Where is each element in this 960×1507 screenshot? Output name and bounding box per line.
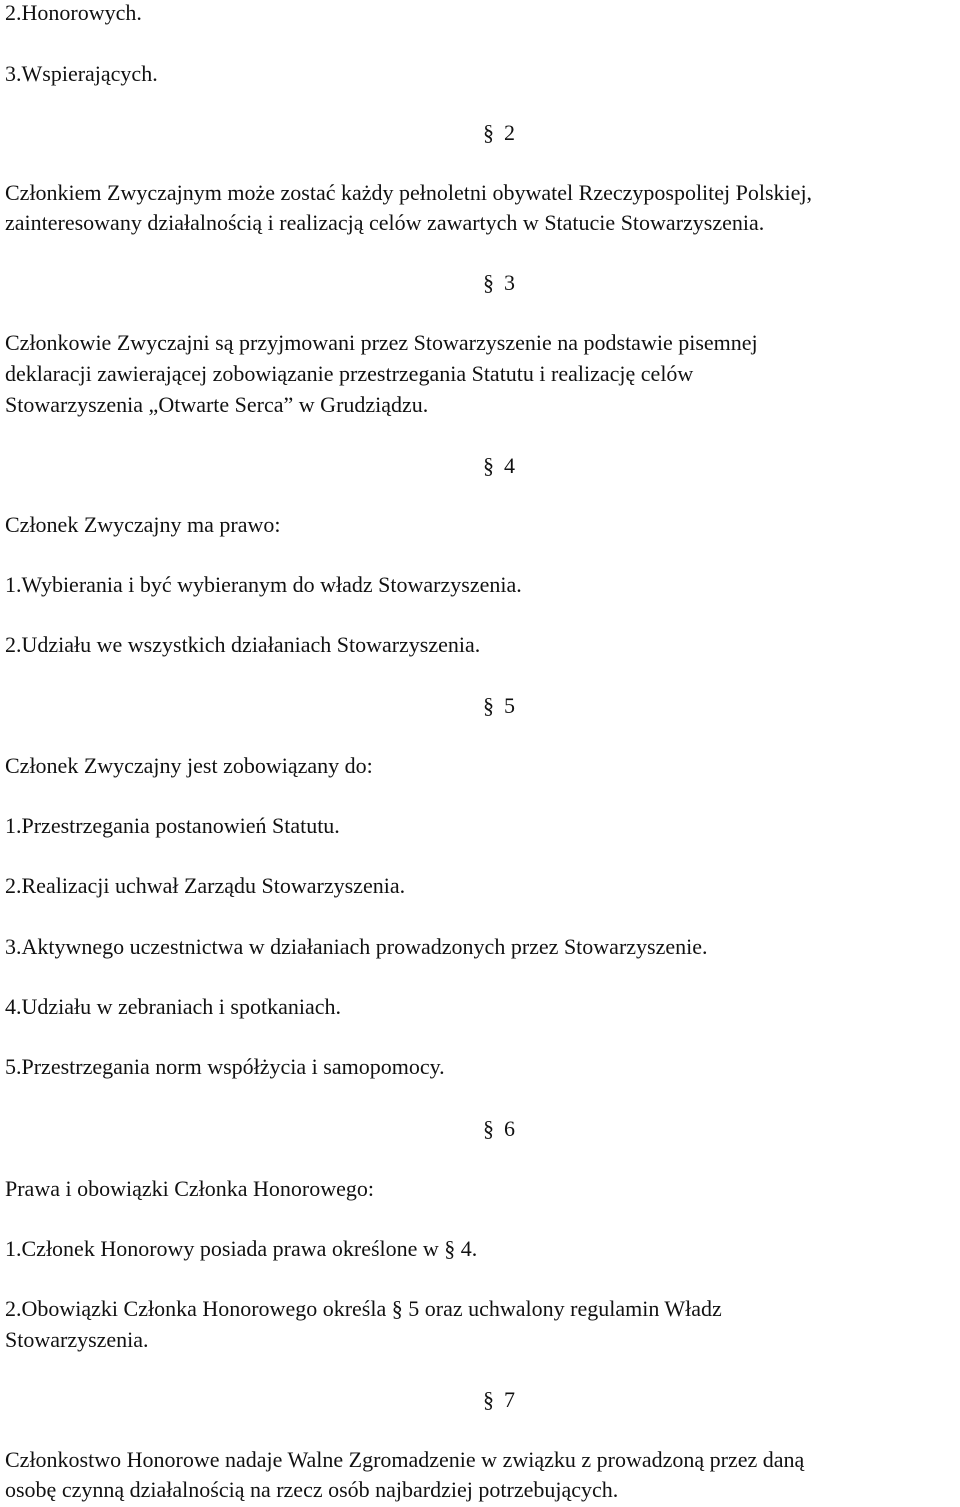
section-sign: § [483,120,494,145]
paragraph-line: Członkostwo Honorowe nadaje Walne Zgromadzenie w związku z prowadzoną przez daną [5,1447,805,1472]
paragraph-line: zainteresowany działalnością i realizacją celów zawartych w Statucie Stowarzyszenia. [5,210,765,235]
section-heading-7 [483,1384,515,1415]
section-heading-2 [483,117,515,148]
section-number: 4 [504,453,515,478]
section-heading-5 [483,690,515,721]
section-sign: § [483,270,494,295]
section-intro: Członek Zwyczajny ma prawo: [5,512,281,537]
list-item-continuation: Stowarzyszenia. [5,1327,149,1352]
list-item: 2.Udziału we wszystkich działaniach Stowarzyszenia. [5,632,481,657]
list-item: 4.Udziału w zebraniach i spotkaniach. [5,994,341,1019]
section-number: 2 [504,120,515,145]
section-intro: Członek Zwyczajny jest zobowiązany do: [5,753,373,778]
section-number: 6 [504,1116,515,1141]
section-sign: § [483,1116,494,1141]
section-intro: Prawa i obowiązki Członka Honorowego: [5,1176,375,1201]
section-number: 5 [504,693,515,718]
paragraph-line: Stowarzyszenia „Otwarte Serca” w Grudziądzu. [5,392,429,417]
section-heading-4 [483,450,515,481]
paragraph-line: Członkiem Zwyczajnym może zostać każdy pełnoletni obywatel Rzeczypospolitej Polskiej, [5,180,813,205]
paragraph-line: deklaracji zawierającej zobowiązanie przestrzegania Statutu i realizację celów [5,361,694,386]
list-item: 1.Przestrzegania postanowień Statutu. [5,813,340,838]
list-item: 1.Członek Honorowy posiada prawa określone w § 4. [5,1236,478,1261]
section-sign: § [483,453,494,478]
list-item: 2.Realizacji uchwał Zarządu Stowarzyszenia. [5,873,406,898]
section-heading-6 [483,1113,515,1144]
list-item: 5.Przestrzegania norm współżycia i samopomocy. [5,1054,445,1079]
paragraph-line: Członkowie Zwyczajni są przyjmowani przez Stowarzyszenie na podstawie pisemnej [5,330,758,355]
list-item: 3.Aktywnego uczestnictwa w działaniach prowadzonych przez Stowarzyszenie. [5,934,708,959]
list-item: 1.Wybierania i być wybieranym do władz Stowarzyszenia. [5,572,522,597]
list-item: 2.Honorowych. [5,0,142,25]
section-number: 3 [504,270,515,295]
section-sign: § [483,1387,494,1412]
paragraph-line: osobę czynną działalnością na rzecz osób najbardziej potrzebujących. [5,1477,619,1502]
section-heading-3 [483,267,515,298]
section-number: 7 [504,1387,515,1412]
section-sign: § [483,693,494,718]
list-item: 2.Obowiązki Członka Honorowego określa § 5 oraz uchwalony regulamin Władz [5,1296,722,1321]
list-item: 3.Wspierających. [5,61,158,86]
